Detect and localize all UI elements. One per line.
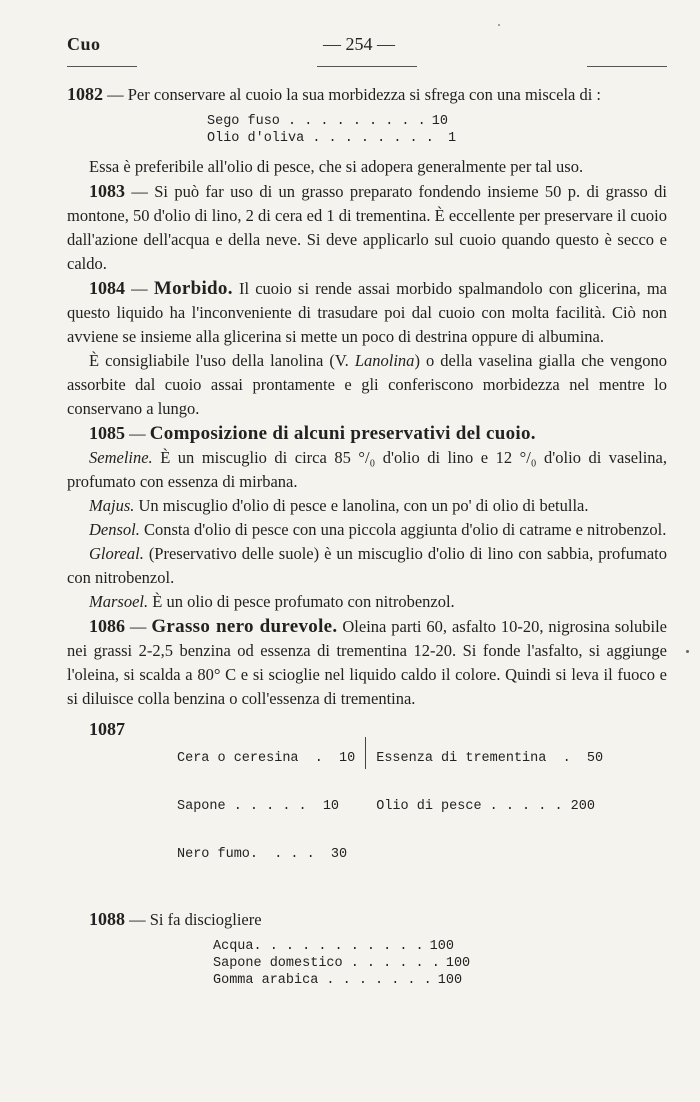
section-number: 1082 [67, 84, 103, 104]
speck [686, 650, 689, 653]
recipe-row: Gomma arabica . . . . . . . 100 [213, 973, 463, 988]
section-number: 1086 [89, 616, 125, 636]
section-number: 1085 [89, 423, 125, 443]
preservative-item: Gloreal. (Preservativo delle suole) è un miscuglio d'olio di lino con sabbia, profumato con nitrobenzol. [67, 544, 667, 587]
section-number: 1088 [89, 909, 125, 929]
recipe-right-column: Essenza di trementina . 50 Olio di pesce . . . . . 200 [376, 751, 604, 814]
product-name: Gloreal. [89, 544, 144, 563]
page [67, 30, 667, 997]
section-number: 1083 [89, 181, 125, 201]
recipe-1087 [89, 719, 667, 895]
cross-reference: Lanolina [354, 351, 415, 370]
running-head: Cuo [67, 34, 101, 54]
column-divider [365, 737, 366, 769]
section-title: Morbido. [153, 278, 233, 299]
heading-1085: 1085 — Composizione di alcuni preservativi del cuoio. [89, 423, 536, 444]
section-title: Grasso nero durevole. [151, 616, 338, 637]
paragraph-1084-lanolina: È consigliabile l'uso della lanolina (V. Lanolina) o della vaselina gialla che vengono assorbite dal cuoio assai prontamente e gli conferiscono morbidezza nel mentre lo conservano a lungo. [67, 351, 667, 418]
preservative-item: Marsoel. È un olio di pesce profumato con nitrobenzol. [89, 592, 455, 611]
preservative-item: Densol. Consta d'olio di pesce con una piccola aggiunta d'olio di catrame e nitrobenzol. [89, 520, 667, 539]
paragraph-1088 [67, 907, 667, 932]
paragraph-text: — Per conservare al cuoio la sua morbidezza si sfrega con una miscela di : [103, 85, 602, 104]
preservative-item: Majus. Un miscuglio d'olio di pesce e lanolina, con un po' di olio di betulla. [89, 496, 589, 515]
recipe-row: Sego fuso . . . . . . . . . 10 [207, 114, 448, 129]
header-rules [67, 66, 667, 68]
page-number: — 254 — [323, 34, 395, 54]
paragraph-text: Il cuoio si rende assai morbido spalmandolo con glicerina, ma questo liquido ha l'inconveniente di trasudare poi dal cuoio con molta facilità. Ciò non avviene se insieme alla glicerina si mette un poco di destrina oppure di albumina. [67, 279, 668, 346]
product-name: Semeline. [89, 448, 153, 467]
paragraph-text: Oleina parti 60, asfalto 10-20, nigrosina solubile nei grassi 2-2,5 benzina od essenza di trementina 12-20. Si fonde l'asfalto, si aggiunge l'oleina, si scalda a 80° C e si scioglie nel liquido caldo il colore. Quindi si leva il fuoco e si diluisce colla benzina o coll'essenza di trementina. [67, 617, 667, 708]
product-name: Majus. [89, 496, 135, 515]
recipe-1088 [213, 938, 667, 989]
paragraph-1083 [67, 179, 667, 276]
paragraph-1084: 1084 — Morbido. Il cuoio si rende assai morbido spalmandolo con glicerina, ma questo liquido ha l'inconveniente di trasudare poi dal cuoio con molta facilità. Ciò non avviene se insieme alla glicerina si mette un poco di destrina oppure di albumina. [67, 278, 668, 346]
paragraph-text: — Si fa disciogliere [125, 910, 262, 929]
section-number: 1087 [89, 719, 125, 739]
paragraph-1082-note: Essa è preferibile all'olio di pesce, che si adopera generalmente per tal uso. [89, 157, 584, 176]
section-title: Composizione di alcuni preservativi del cuoio. [149, 423, 536, 444]
recipe-row: Olio d'oliva . . . . . . . . 1 [207, 131, 457, 146]
recipe-left-column: Cera o ceresina . 10 Sapone . . . . . 10 Nero fumo. . . . 30 [177, 751, 356, 862]
recipe-row: Acqua. . . . . . . . . . . 100 [213, 939, 454, 954]
recipe-row: Sapone domestico . . . . . . 100 [213, 956, 471, 971]
speck [498, 24, 500, 26]
paragraph-1082 [67, 82, 667, 107]
paragraph-1086: 1086 — Grasso nero durevole. Oleina parti 60, asfalto 10-20, nigrosina solubile nei grassi 2-2,5 benzina od essenza di trementina 12-20. Si fonde l'asfalto, si aggiunge l'oleina, si scalda a 80° C e si scioglie nel liquido caldo il colore. Quindi si leva il fuoco e si diluisce colla benzina o coll'essenza di trementina. [67, 616, 667, 708]
product-name: Marsoel. [89, 592, 149, 611]
page-header [67, 30, 667, 64]
product-name: Densol. [89, 520, 140, 539]
section-number: 1084 [89, 278, 125, 298]
paragraph-text: — Si può far uso di un grasso preparato fondendo insieme 50 p. di grasso di montone, 50 d'olio di lino, 2 di cera ed 1 di trementina. È eccellente per preservare il cuoio dall'azione dell'acqua e della neve. Si deve applicarlo sul cuoio quando questo è secco e caldo. [67, 182, 667, 273]
recipe-1082 [207, 113, 667, 147]
preservative-item: Semeline. È un miscuglio di circa 85 °/₀ d'olio di lino e 12 °/₀ d'olio di vaselina, profumato con essenza di mirbana. [67, 448, 667, 491]
